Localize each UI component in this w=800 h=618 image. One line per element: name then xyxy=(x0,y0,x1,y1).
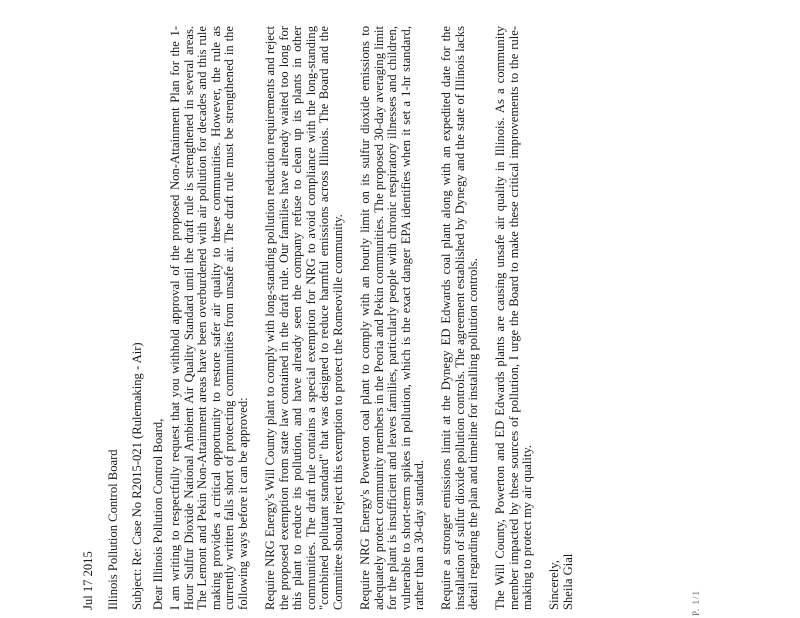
paragraph-2: Require NRG Energy's Will County plant to comply with long-standing pollution reduction requirements and reject the proposed exemption from state law contained in the draft rule. Our families have already waited too long for this plant to reduce its pollution, and have already seen the company refuse to clean up its plants in other communities. The draft rule contains a special exemption for NRG to avoid compliance with the long-standing "combined pollutant standard" that was designed to reduce harmful emissions across Illinois. The Board and the Committee should reject this exemption to protect the Romeoville community. xyxy=(263,26,345,610)
fax-header: P. 1/1 xyxy=(691,589,701,616)
paragraph-1: I am writing to respectfully request that you withhold approval of the proposed Non-Attainment Plan for the 1-Hour Sulfur Dioxide National Ambient Air Quality Standard until the draft rule is strengthened in several areas. The Lemont and Pekin Non-Attainment areas have been overburdened with air pollution for decades and this rule making provides a critical opportunity to restore safer air quality to these communities. However, the rule as currently written falls short of protecting communities from unsafe air. The draft rule must be strengthened in the following ways before it can be approved: xyxy=(168,26,250,610)
subject-line: Subject: Re: Case No R2015-021 (Rulemaking - Air) xyxy=(130,342,144,610)
salutation: Dear Illinois Pollution Control Board, xyxy=(151,418,165,610)
paragraph-4: Require a stronger emissions limit at the Dynegy ED Edwards coal plant along with an expedited date for the installation of sulfur dioxide pollution controls. The agreement established by Dynegy and the state of Illinois lacks detail regarding the plan and timeline for installing pollution controls. xyxy=(439,26,481,610)
signature: Sheila Gial xyxy=(561,553,575,610)
letter-date: Jul 17 2015 xyxy=(81,551,95,610)
recipient-line: Illinois Pollution Control Board xyxy=(106,449,120,610)
paragraph-3: Require NRG Energy's Powerton coal plant to comply with an hourly limit on its sulfur dioxide emissions to adequately protect community members in the Peoria and Pekin communities. The proposed 30-day averaging limit for the plant is insufficient and leaves families, particularly people with chronic respiratory illnesses and children, vulnerable to short-term spikes in pollution, which is the exact danger EPA identifies when it set a 1-hr standard, rather than a 30-day standard. xyxy=(358,26,427,610)
paragraph-5: The Will County, Powerton and ED Edwards plants are causing unsafe air quality in Illinois. As a community member impacted by these sources of pollution, I urge the Board to make these critical improvements to the rule-making to protect my air quality. xyxy=(493,26,535,610)
closing: Sincerely, xyxy=(547,560,561,610)
